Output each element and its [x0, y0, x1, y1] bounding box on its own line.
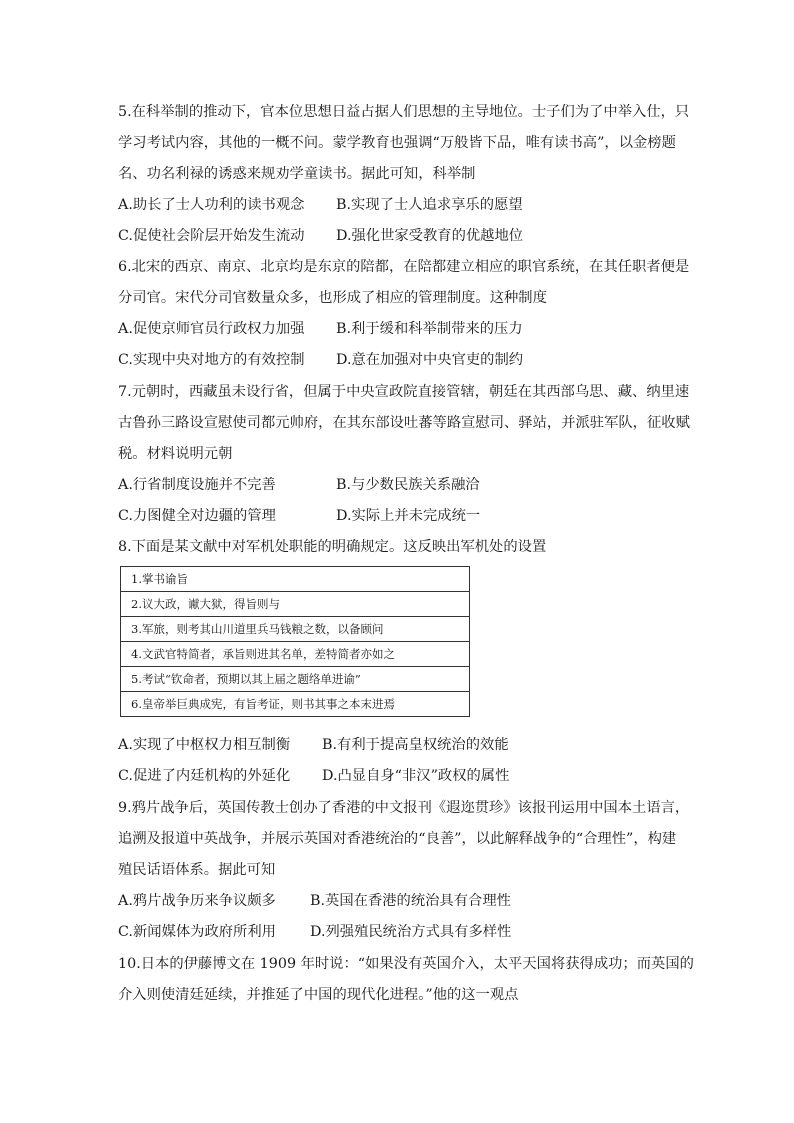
option-d: D.强化世家受教育的优越地位: [336, 228, 524, 244]
option-a: A.实现了中枢权力相互制衡: [118, 737, 291, 753]
question-9-stem: [118, 793, 690, 886]
option-c: C.实现中央对地方的有效控制: [118, 352, 305, 368]
table-cell: 6.皇帝举巨典成宪，有旨考证，则书其事之本末进焉: [121, 692, 470, 717]
question-8-options-row: [118, 730, 678, 761]
question-7-options-row: [118, 501, 678, 532]
table-row: [121, 592, 470, 617]
table-cell: 1.掌书谕旨: [121, 567, 470, 592]
question-10-line: 10.日本的伊藤博文在 1909 年时说：“如果没有英国介入，太平天国将获得成功；而英国的: [118, 956, 694, 972]
question-9-options-row: [118, 917, 678, 948]
option-b: B.利于缓和科举制带来的压力: [336, 321, 523, 337]
question-6-line: 分司官。宋代分司官数量众多，也形成了相应的管理制度。这种制度: [118, 290, 547, 306]
option-a: A.促使京师官员行政权力加强: [118, 321, 305, 337]
table-row: [121, 642, 470, 667]
option-c: C.新闻媒体为政府所利用: [118, 924, 276, 940]
option-c: C.促使社会阶层开始发生流动: [118, 228, 305, 244]
question-5-options-row: [118, 190, 678, 221]
question-7-line: 税。材料说明元朝: [118, 446, 233, 462]
table-row: [121, 692, 470, 717]
question-10-line: 介入则使清廷延续，并推延了中国的现代化进程。”他的这一观点: [118, 987, 519, 1003]
question-7-options-row: [118, 470, 678, 501]
table-row: [121, 667, 470, 692]
option-b: B.英国在香港的统治具有合理性: [310, 893, 511, 909]
question-9-line: 殖民话语体系。据此可知: [118, 862, 276, 878]
question-7-line: 古鲁孙三路设宣慰使司都元帅府，在其东部设吐蕃等路宣慰司、驿站，并派驻军队，征收赋: [118, 415, 690, 431]
question-9-line: 追溯及报道中英战争，并展示英国对香港统治的“良善”，以此解释战争的“合理性”，构建: [118, 831, 677, 847]
question-5-options-row: [118, 221, 678, 252]
option-d: D.凸显自身“非汉”政权的属性: [322, 768, 510, 784]
table-row: [121, 567, 470, 592]
question-8-line: 8.下面是某文献中对军机处职能的明确规定。这反映出军机处的设置: [118, 539, 547, 555]
table-cell: 3.军旅，则考其山川道里兵马钱粮之数，以备顾问: [121, 617, 470, 642]
question-5-line: 名、功名利禄的诱惑来规劝学童读书。据此可知，科举制: [118, 166, 476, 182]
question-7-stem: [118, 377, 690, 470]
option-a: A.鸦片战争历来争议颇多: [118, 893, 276, 909]
option-b: B.实现了士人追求享乐的愿望: [336, 197, 523, 213]
duties-table: [120, 566, 470, 717]
option-d: D.列强殖民统治方式具有多样性: [310, 924, 512, 940]
option-c: C.力图健全对边疆的管理: [118, 508, 276, 524]
question-7-line: 7.元朝时，西藏虽未设行省，但属于中央宣政院直接管辖，朝廷在其西部乌思、藏、纳里速: [118, 384, 690, 400]
question-8-stem: [118, 532, 678, 563]
table-cell: 5.考试“钦命者，预期以其上届之题络单进谕”: [121, 667, 470, 692]
question-5-stem: [118, 97, 690, 190]
option-d: D.意在加强对中央官吏的制约: [336, 352, 524, 368]
question-5-line: 5.在科举制的推动下，官本位思想日益占据人们思想的主导地位。士子们为了中举入仕，只: [118, 104, 690, 120]
option-b: B.与少数民族关系融洽: [336, 477, 480, 493]
table-row: [121, 617, 470, 642]
question-6-line: 6.北宋的西京、南京、北京均是东京的陪都，在陪都建立相应的职官系统，在其任职者便是: [118, 259, 690, 275]
question-6-options-row: [118, 314, 678, 345]
option-b: B.有利于提高皇权统治的效能: [322, 737, 509, 753]
question-5-line: 学习考试内容，其他的一概不问。蒙学教育也强调“万般皆下品，唯有读书高”，以金榜题: [118, 135, 676, 151]
question-8-options-row: [118, 761, 678, 792]
question-10-stem: [118, 949, 694, 1011]
option-a: A.助长了士人功利的读书观念: [118, 197, 305, 213]
question-6-options-row: [118, 345, 678, 376]
question-9-options-row: [118, 886, 678, 917]
table-cell: 2.议大政，谳大狱，得旨则与: [121, 592, 470, 617]
option-c: C.促进了内廷机构的外延化: [118, 768, 291, 784]
table-cell: 4.文武官特简者，承旨则进其名单，差特简者亦如之: [121, 642, 470, 667]
option-d: D.实际上并未完成统一: [336, 508, 481, 524]
option-a: A.行省制度设施并不完善: [118, 477, 276, 493]
question-6-stem: [118, 252, 690, 314]
question-9-line: 9.鸦片战争后，英国传教士创办了香港的中文报刊《遐迩贯珍》该报刊运用中国本土语言，: [118, 800, 690, 816]
